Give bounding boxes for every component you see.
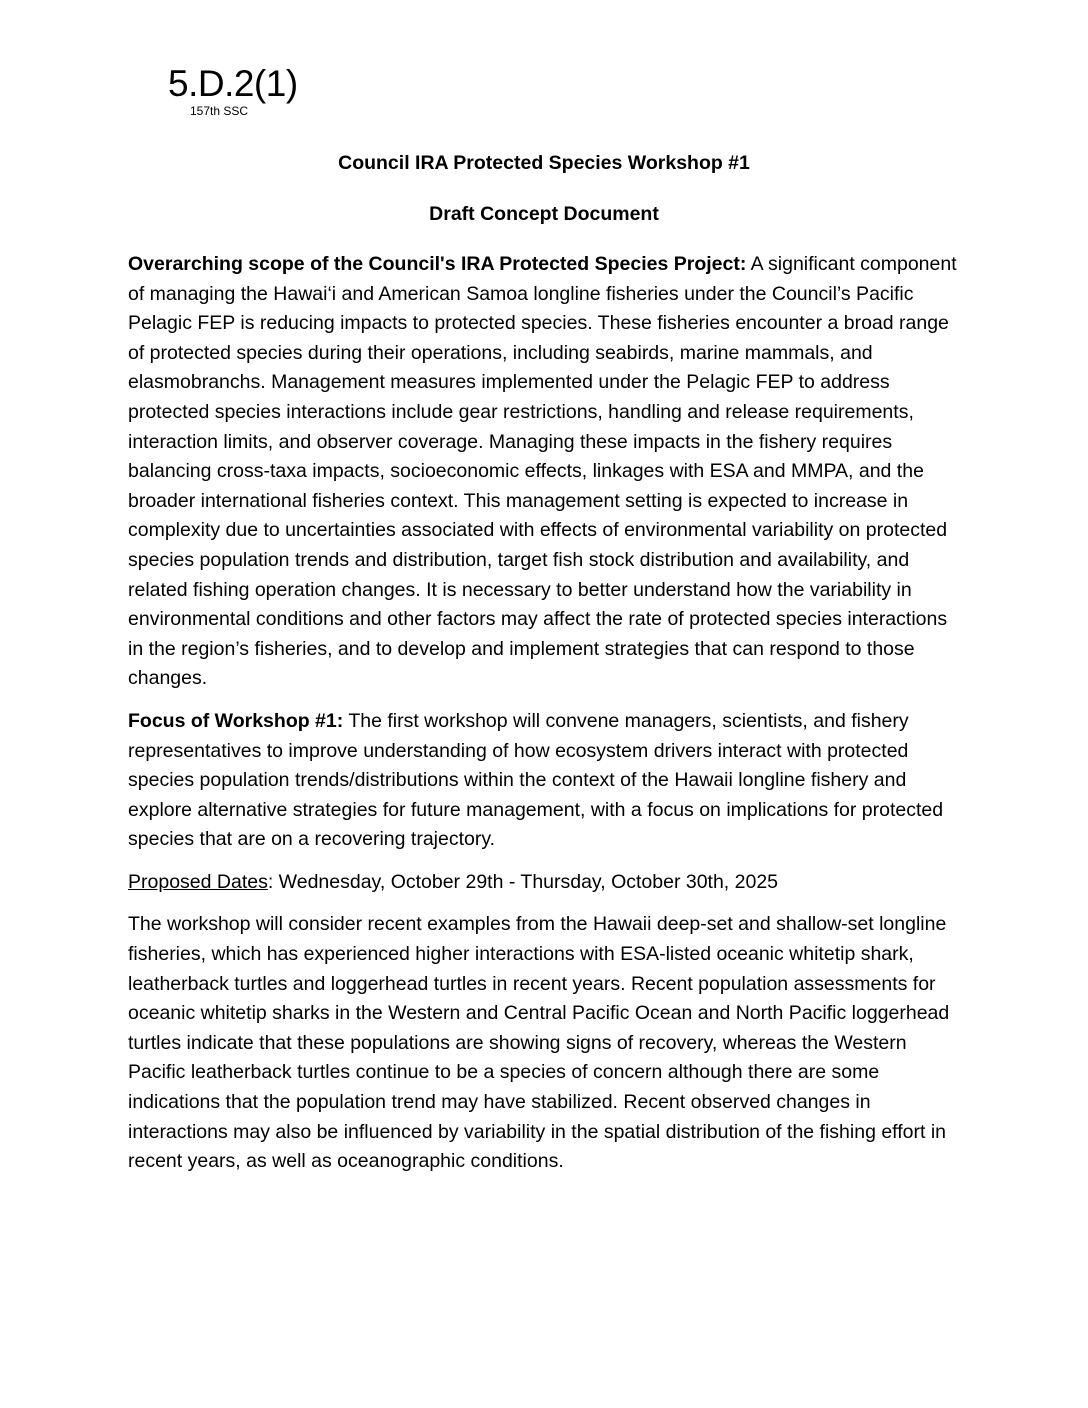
document-body [128,250,960,1190]
focus-text: The first workshop will convene managers, scientists, and fishery representatives to improve understanding of how ecosystem drivers interact with protected species population trends/distributions within the context of the Hawaii longline fishery and explore alternative strategies for future management, with a focus on implications for protected species that are on a recovering trajectory. [128,709,944,851]
document-subtitle: Draft Concept Document [429,203,659,225]
meeting-label: 157th SSC [190,104,249,118]
document-id: 5.D.2(1) [168,63,298,104]
dates-paragraph [128,868,960,898]
examples-paragraph: The workshop will consider recent examples from the Hawaii deep-set and shallow-set longline fisheries, which has experienced higher interactions with ESA-listed oceanic whitetip shark, leatherback turtles and loggerhead turtles in recent years. Recent population assessments for oceanic whitetip sharks in the Western and Central Pacific Ocean and North Pacific loggerhead turtles indicate that these populations are showing signs of recovery, whereas the Western Pacific leatherback turtles continue to be a species of concern although there are some indications that the population trend may have stabilized. Recent observed changes in interactions may also be influenced by variability in the spatial distribution of the fishing effort in recent years, as well as oceanographic conditions. [128,913,950,1173]
scope-heading: Overarching scope of the Council's IRA Protected Species Project: [128,253,747,275]
document-title: Council IRA Protected Species Workshop #1 [338,152,750,174]
focus-paragraph [128,707,960,855]
dates-text: : Wednesday, October 29th - Thursday, October 30th, 2025 [267,870,779,893]
scope-text: A significant component of managing the Hawai‘i and American Samoa longline fisheries under the Council’s Pacific Pelagic FEP is reducing impacts to protected species. These fisheries encounter a broad range of protected species during their operations, including seabirds, marine mammals, and elasmobranchs. Management measures implemented under the Pelagic FEP to address protected species interactions include gear restrictions, handling and release requirements, interaction limits, and observer coverage. Managing these impacts in the fishery requires balancing cross-taxa impacts, socioeconomic effects, linkages with ESA and MMPA, and the broader international fisheries context. This management setting is expected to increase in complexity due to uncertainties associated with effects of environmental variability on protected species population trends and distribution, target fish stock distribution and availability, and related fishing operation changes. It is necessary to better understand how the variability in environmental conditions and other factors may affect the rate of protected species interactions in the region’s fisheries, and to develop and implement strategies that can respond to those changes. [128,253,957,690]
dates-heading: Proposed Dates [128,870,268,893]
focus-heading: Focus of Workshop #1: [128,709,344,732]
scope-paragraph [128,250,960,694]
